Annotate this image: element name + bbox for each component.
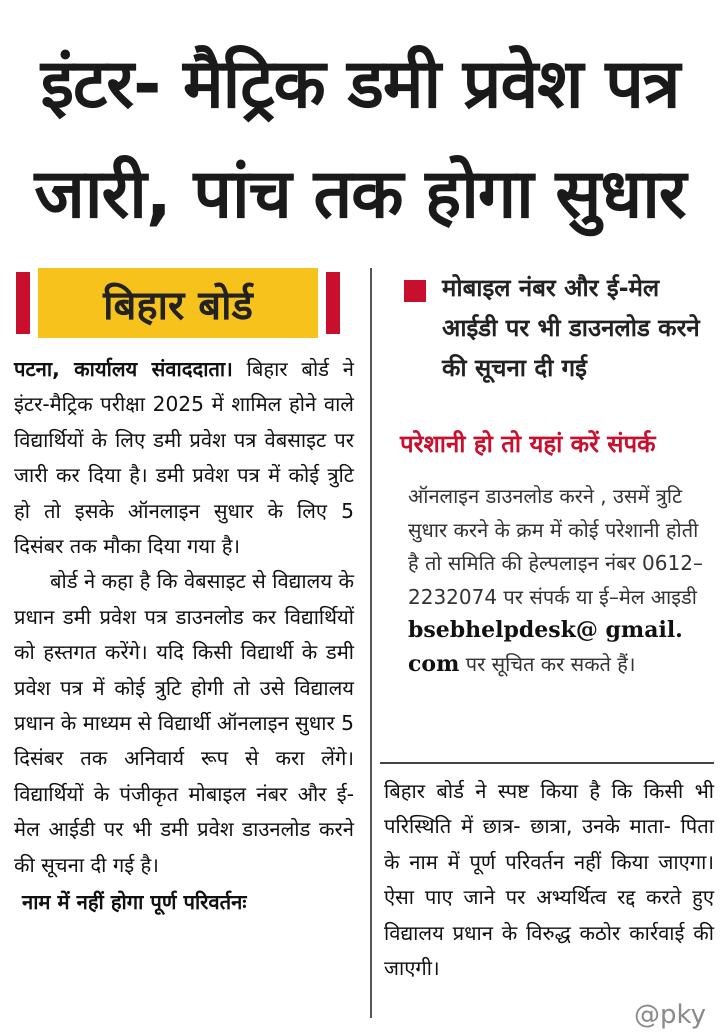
tag-right-bar xyxy=(326,272,340,334)
contact-box xyxy=(408,480,712,682)
tag-left-bar xyxy=(16,272,30,334)
contact-text-before: ऑनलाइन डाउनलोड करने , उसमें त्रुटि सुधार करने के क्रम में कोई परेशानी होती है तो समिति की हेल्पलाइन नंबर 0612–2232074 पर संपर्क या ई–मेल आइडी xyxy=(408,484,703,609)
tag-label: बिहार बोर्ड xyxy=(38,268,318,338)
dateline: पटना, कार्यालय संवाददाता। xyxy=(14,357,233,381)
right-divider xyxy=(380,762,714,764)
headline-line-1: इंटर- मैट्रिक डमी प्रवेश पत्र xyxy=(40,45,680,124)
paragraph-1-text: बिहार बोर्ड ने इंटर-मैट्रिक परीक्षा 2025 में शामिल होने वाले विद्यार्थियों के लिए डमी प्रवेश पत्र वेबसाइट पर जारी कर दिया है। डमी प्रवेश पत्र में कोई त्रुटि हो तो इसके ऑनलाइन सुधार के लिए 5 दिसंबर तक मौका दिया गया है। xyxy=(14,357,355,559)
section-tag xyxy=(16,268,340,338)
column-divider xyxy=(370,268,372,1018)
subheading: नाम में नहीं होगा पूर्ण परिवर्तनः xyxy=(22,890,247,915)
left-article-column xyxy=(14,352,354,921)
helpdesk-email: bsebhelpdesk@ gmail. com xyxy=(408,617,683,677)
article-paragraph-1 xyxy=(14,352,354,564)
watermark: @pky xyxy=(634,1000,707,1030)
bullet-square-icon xyxy=(404,280,426,302)
right-article-column xyxy=(384,774,714,986)
contact-text-after: पर सूचित कर सकते हैं। xyxy=(465,651,636,676)
article-paragraph-2: बोर्ड ने कहा है कि वेबसाइट से विद्यालय के प्रधान डमी प्रवेश पत्र डाउनलोड कर विद्यार्थियों को हस्तगत करेंगे। यदि किसी विद्यार्थी के डमी प्रवेश पत्र में कोई त्रुटि होगी तो उसे विद्यालय प्रधान के माध्यम से विद्यार्थी ऑनलाइन सुधार 5 दिसंबर तक अनिवार्य रूप से करा लेंगे। विद्यार्थियों के पंजीकृत मोबाइल नंबर और ई-मेल आईडी पर भी डमी प्रवेश डाउनलोड करने की सूचना दी गई है। xyxy=(14,569,354,877)
right-paragraph: बिहार बोर्ड ने स्पष्ट किया है कि किसी भी परिस्थिति में छात्र- छात्रा, उनके माता- पिता के नाम में पूर्ण परिवर्तन नहीं किया जाएगा। ऐसा पाए जाने पर अभ्यर्थित्व रद्द करते हुए विद्यालय प्रधान के विरुद्ध कठोर कार्रवाई की जाएगी। xyxy=(384,779,714,981)
headline-line-2: जारी, पांच तक होगा सुधार xyxy=(34,155,686,234)
contact-heading: परेशानी हो तो यहां करें संपर्क xyxy=(400,430,656,458)
bullet-text: मोबाइल नंबर और ई-मेल आईडी पर भी डाउनलोड करने की सूचना दी गई xyxy=(442,274,700,382)
